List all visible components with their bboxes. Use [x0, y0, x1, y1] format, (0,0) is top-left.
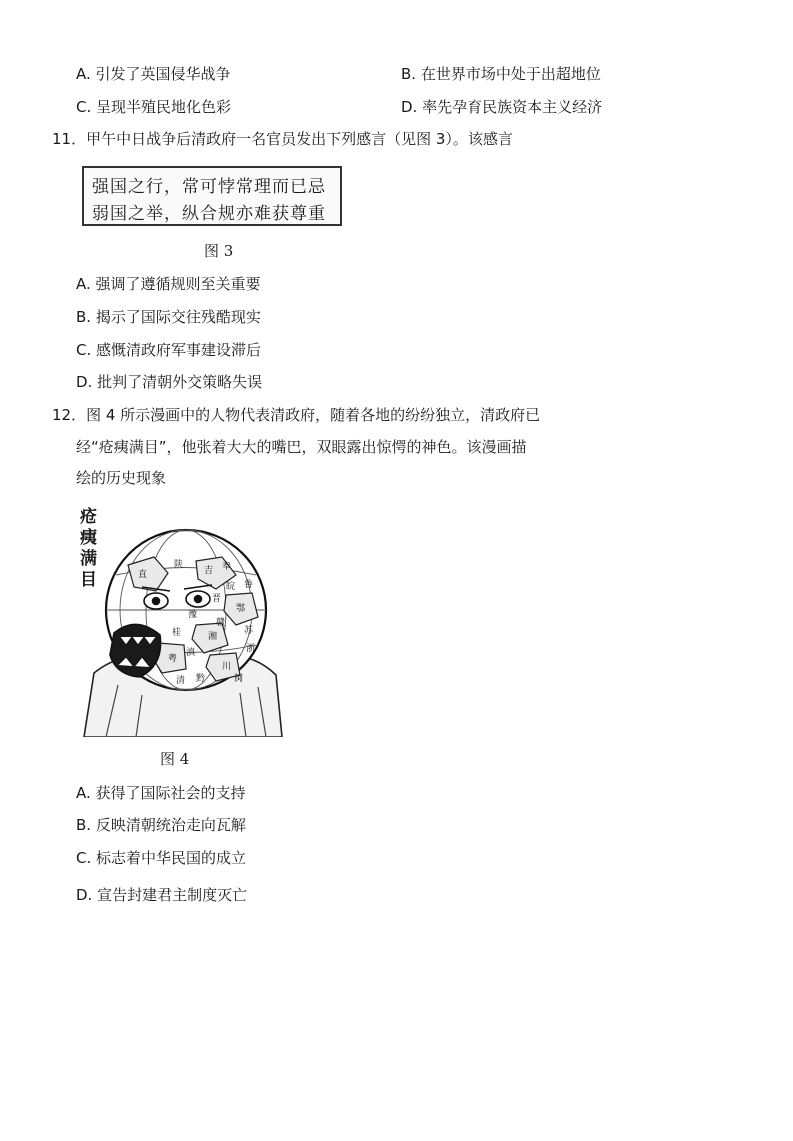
q11-option-d: D. 批判了清朝外交策略失误 — [76, 373, 263, 391]
cartoon-label: 赣 — [216, 618, 226, 628]
cartoon-label: 皖 — [226, 582, 236, 592]
cartoon-label: 鲁 — [244, 580, 254, 590]
figure-3-quote-box — [82, 166, 342, 226]
q12-option-d: D. 宣告封建君主制度灭亡 — [76, 886, 248, 904]
figure-4-caption: 图 4 — [160, 750, 190, 768]
q12-option-a: A. 获得了国际社会的支持 — [76, 784, 246, 802]
cartoon-label: 吉 — [204, 566, 214, 576]
q11-option-a: A. 强调了遵循规则至关重要 — [76, 275, 261, 293]
q11-option-b: B. 揭示了国际交往残酷现实 — [76, 308, 261, 326]
cartoon-label: 奉 — [222, 562, 232, 572]
cartoon-label: 滇 — [186, 648, 196, 658]
cartoon-label: 豫 — [188, 610, 198, 620]
cartoon-label: 清 — [176, 676, 186, 686]
q11-stem: 11．甲午中日战争后清政府一名官员发出下列感言（见图 3）。该感言 — [52, 130, 513, 148]
cartoon-label: 川 — [222, 662, 232, 672]
figure-4-cartoon — [76, 505, 286, 737]
q12-stem-line-1: 12．图 4 所示漫画中的人物代表清政府，随着各地的纷纷独立，清政府已 — [52, 406, 541, 424]
q12-stem-line-3: 绘的历史现象 — [76, 469, 167, 487]
cartoon-title-vertical: 疮痍满目 — [80, 507, 97, 590]
q12-stem-line-2: 经“疮痍满目”，他张着大大的嘴巴，双眼露出惊愕的神色。该漫画描 — [76, 438, 527, 456]
cartoon-label: 浙 — [246, 644, 256, 654]
q12-option-c: C. 标志着中华民国的成立 — [76, 849, 247, 867]
cartoon-label: 鄂 — [236, 604, 246, 614]
q10-option-d: D. 率先孕育民族资本主义经济 — [401, 98, 603, 116]
q12-option-b: B. 反映清朝统治走向瓦解 — [76, 816, 246, 834]
cartoon-label: 粤 — [168, 654, 178, 664]
q10-option-c: C. 呈现半殖民地化色彩 — [76, 98, 232, 116]
cartoon-label: 陕 — [174, 560, 184, 570]
cartoon-label: 闽 — [234, 674, 244, 684]
q11-option-c: C. 感慨清政府军事建设滞后 — [76, 341, 262, 359]
cartoon-label: 湘 — [208, 632, 218, 642]
figure-3-caption: 图 3 — [204, 242, 234, 260]
cartoon-label: 桂 — [172, 628, 182, 638]
q10-option-a: A. 引发了英国侵华战争 — [76, 65, 231, 83]
cartoon-label: 苏 — [244, 626, 254, 636]
cartoon-label: 晋 — [212, 594, 222, 604]
figure-3-line-1: 强国之行，常可悖常理而已忌 — [92, 177, 326, 197]
cartoon-label: 直 — [138, 570, 148, 580]
q10-option-b: B. 在世界市场中处于出超地位 — [401, 65, 601, 83]
cartoon-label: 黔 — [196, 674, 206, 684]
figure-3-line-2: 弱国之举，纵合规亦难获尊重 — [92, 204, 326, 224]
